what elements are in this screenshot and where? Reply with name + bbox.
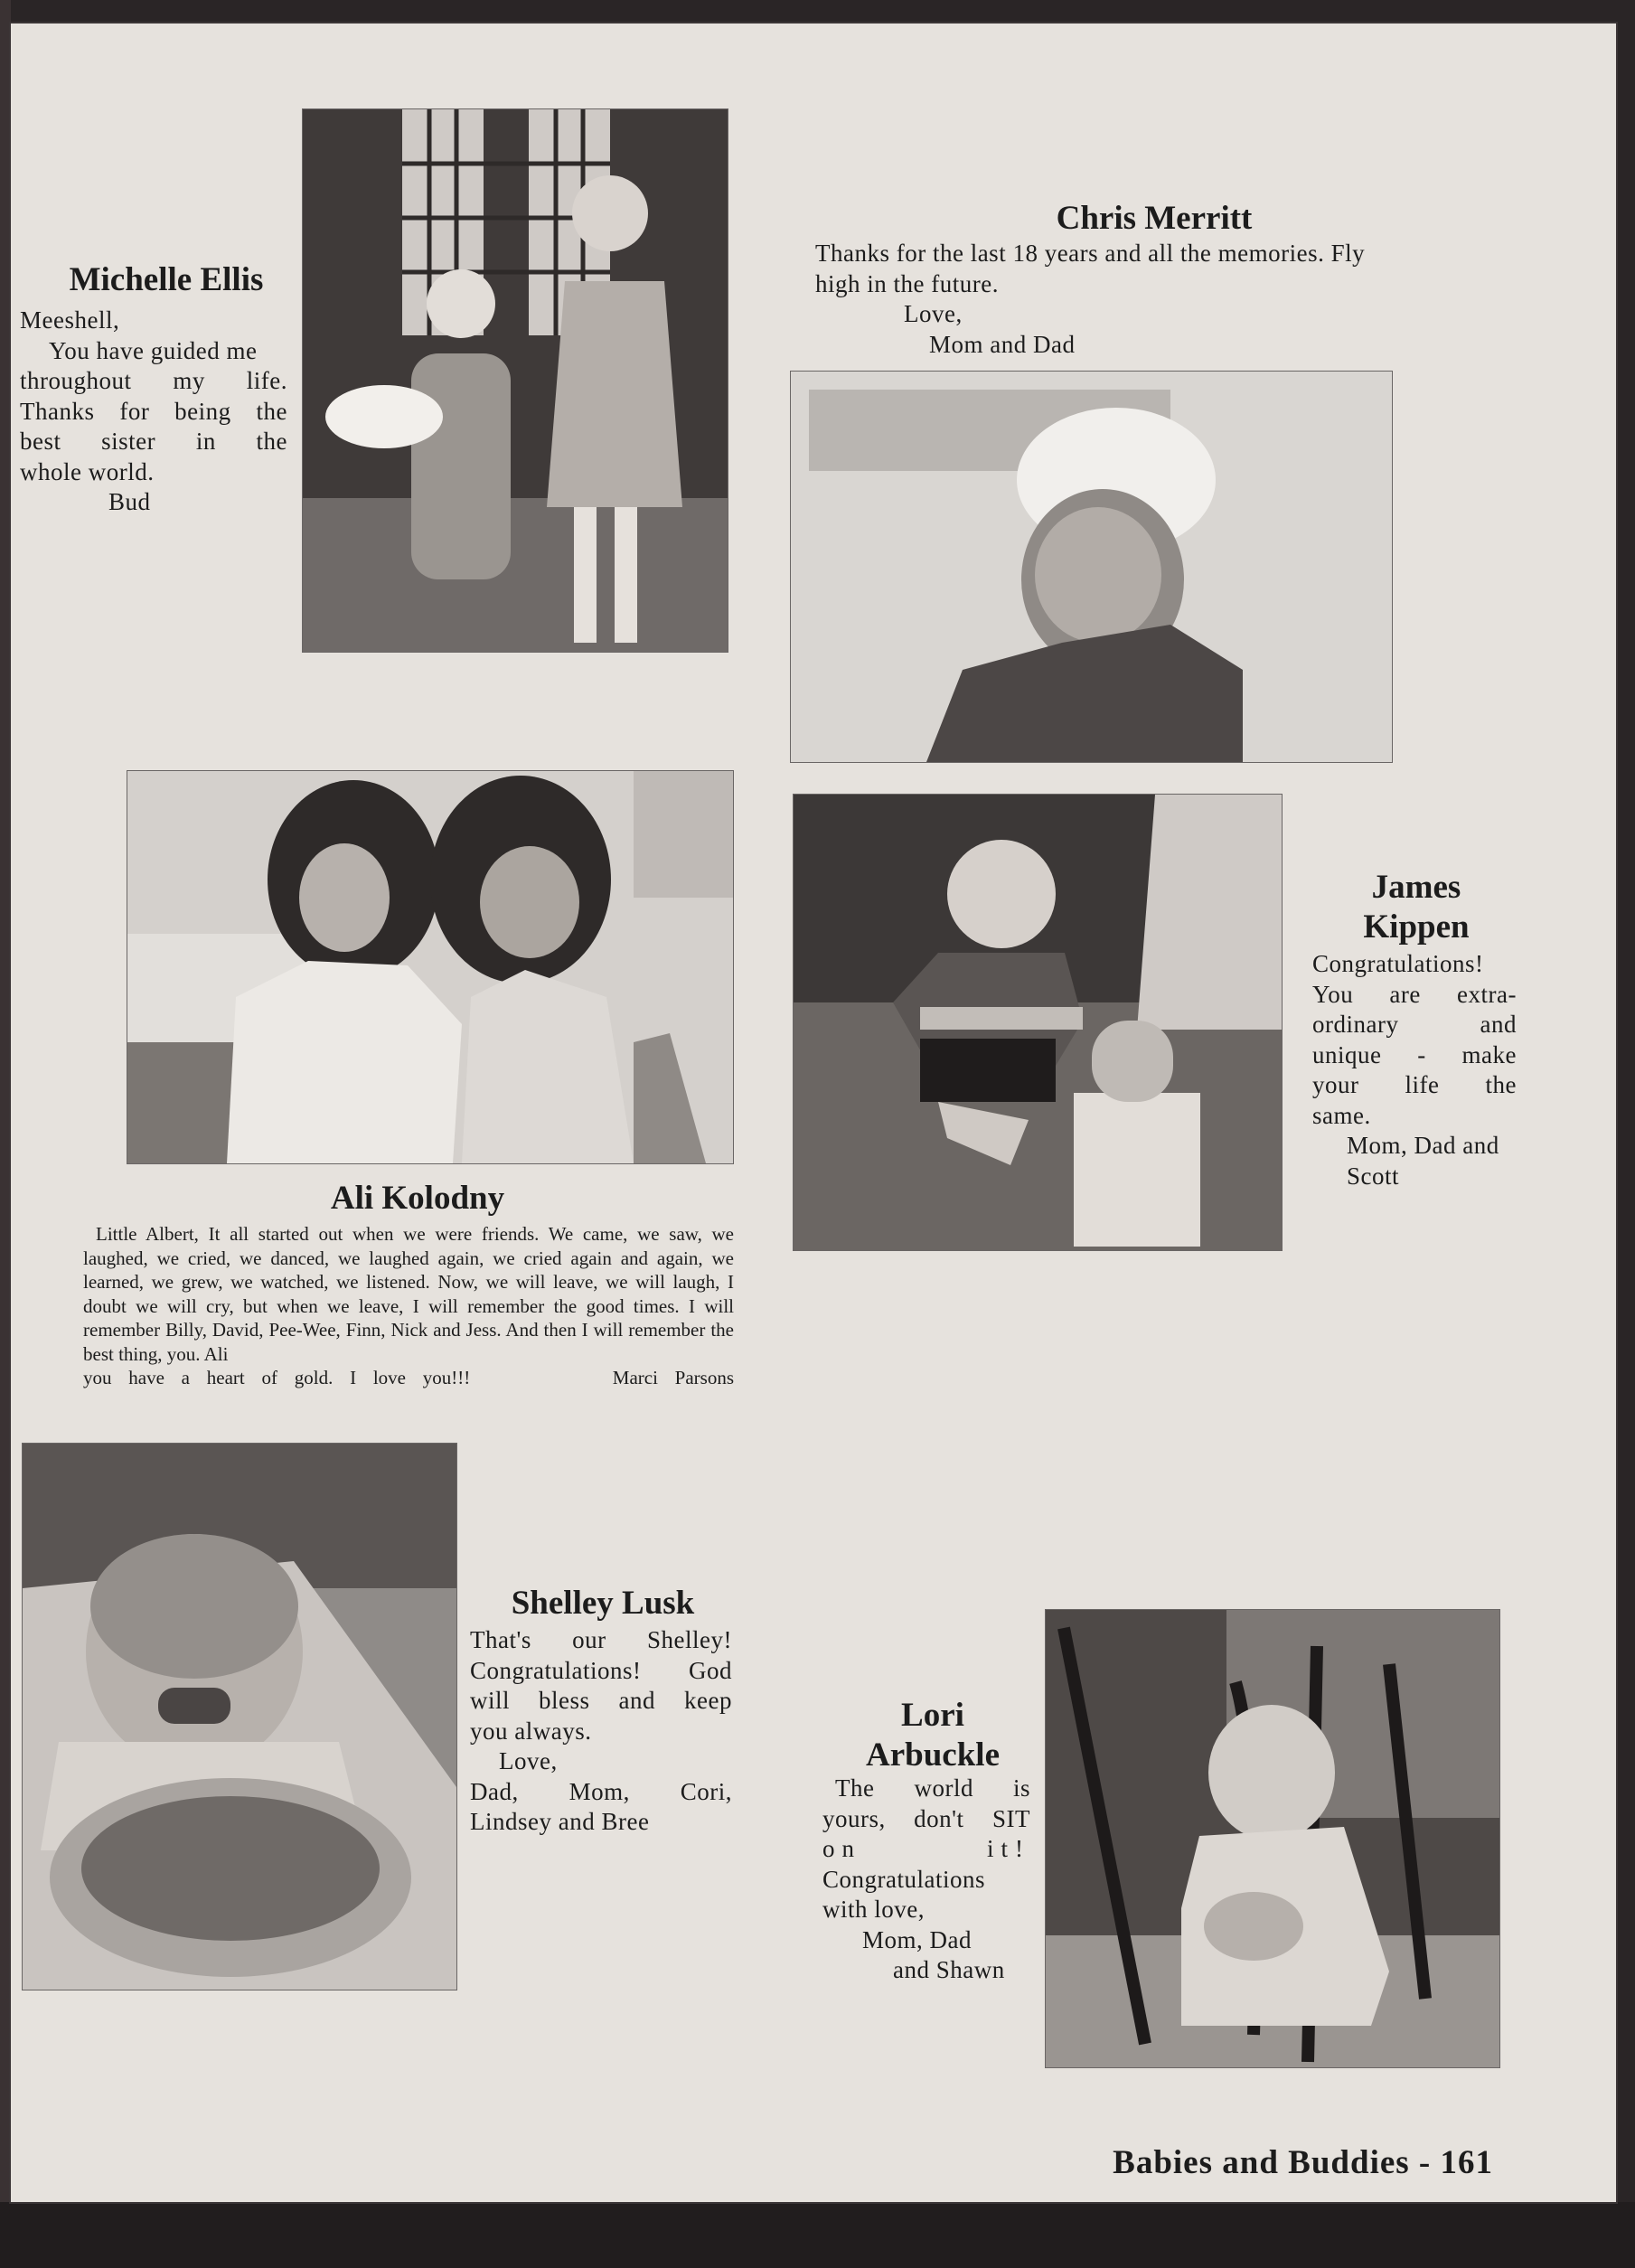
message-line: will bless and keep [470, 1687, 732, 1714]
entry-message-michelle [20, 306, 287, 518]
photo-children-walking [302, 108, 728, 653]
photo-two-girls [127, 770, 734, 1164]
photo-child-in-winter-hat [790, 371, 1393, 763]
name-line: James [1371, 869, 1461, 906]
signature: Mom and Dad [929, 330, 1076, 358]
entry-name-chris: Chris Merritt [1056, 200, 1253, 237]
message-line: Meeshell, [20, 306, 120, 334]
message-line: best sister in the [20, 428, 287, 455]
entry-message-james [1312, 949, 1517, 1191]
photo-baby-sitting [793, 794, 1283, 1251]
message-line: on it! [822, 1835, 1030, 1862]
name-line: Kippen [1363, 908, 1470, 946]
entry-name-ali: Ali Kolodny [330, 1180, 505, 1217]
entry-name-lori [815, 1696, 1050, 1775]
message-last-line [83, 1366, 734, 1390]
message-line: yours, don't SIT [822, 1804, 1030, 1832]
message-line: Congratulations! [1312, 950, 1484, 977]
message-line: same. [1312, 1101, 1371, 1129]
entry-name-michelle: Michelle Ellis [69, 261, 264, 298]
message-line: high in the future. [815, 269, 999, 297]
signature: Scott [1347, 1162, 1400, 1190]
message-line: You are extra- [1312, 980, 1517, 1008]
message-line: Congratulations [822, 1865, 985, 1893]
message-line: Thanks for the last 18 years and all the memories. Fly [815, 240, 1366, 267]
signature: Bud [108, 488, 151, 515]
entry-message-shelley [470, 1625, 732, 1838]
entry-name-shelley: Shelley Lusk [511, 1585, 695, 1622]
message-line: ordinary and [1312, 1011, 1517, 1038]
yearbook-page [11, 24, 1616, 2202]
page-footer: Babies and Buddies - 161 [1113, 2144, 1493, 2181]
photo-toddler-under-stool [1045, 1609, 1500, 2068]
message-line: you have a heart of gold. I love you!!! [83, 1367, 471, 1388]
name-line: Arbuckle [866, 1736, 1000, 1774]
message-line: Congratulations! God [470, 1656, 732, 1684]
book-binding [0, 0, 11, 2268]
entry-message-lori [822, 1774, 1030, 1986]
signature: Dad, Mom, Cori, [470, 1777, 732, 1805]
message-line: That's our Shelley! [470, 1626, 732, 1653]
signature: Marci Parsons [612, 1367, 735, 1388]
closing: Love, [904, 300, 963, 327]
signature: and Shawn [893, 1956, 1005, 1983]
signature: Mom, Dad [862, 1925, 972, 1953]
message-line: The world is [835, 1774, 1030, 1802]
bottom-edge [0, 2202, 1635, 2268]
message-line: unique - make [1312, 1040, 1517, 1068]
closing: Love, [499, 1747, 558, 1774]
message-body: Little Albert, It all started out when we were friends. We came, we saw, we laughed, we cried, we danced, we laughed again, we cried again and again, we learned, we grew, we watched, we listened. Now, we will leave, we will laugh, I doubt we will cry, but when we leave, I will remember the good times. I will remember Billy, David, Pee-Wee, Finn, Nick and Jess. And then I will remember the best thing, you. Ali [83, 1223, 734, 1365]
message-line: Thanks for being the [20, 397, 287, 425]
signature: Lindsey and Bree [470, 1808, 650, 1835]
signature: Mom, Dad and [1347, 1132, 1499, 1159]
name-line: Lori [901, 1697, 964, 1734]
photo-baby-eating [22, 1443, 457, 1990]
entry-name-james [1303, 868, 1529, 947]
message-line: you always. [470, 1717, 592, 1745]
message-line: You have guided me [49, 336, 258, 364]
message-line: throughout my life. [20, 367, 287, 394]
message-line: whole world. [20, 457, 155, 485]
entry-message-chris [815, 239, 1484, 360]
message-line: your life the [1312, 1071, 1517, 1098]
entry-message-ali [83, 1222, 734, 1390]
message-line: with love, [822, 1896, 925, 1923]
